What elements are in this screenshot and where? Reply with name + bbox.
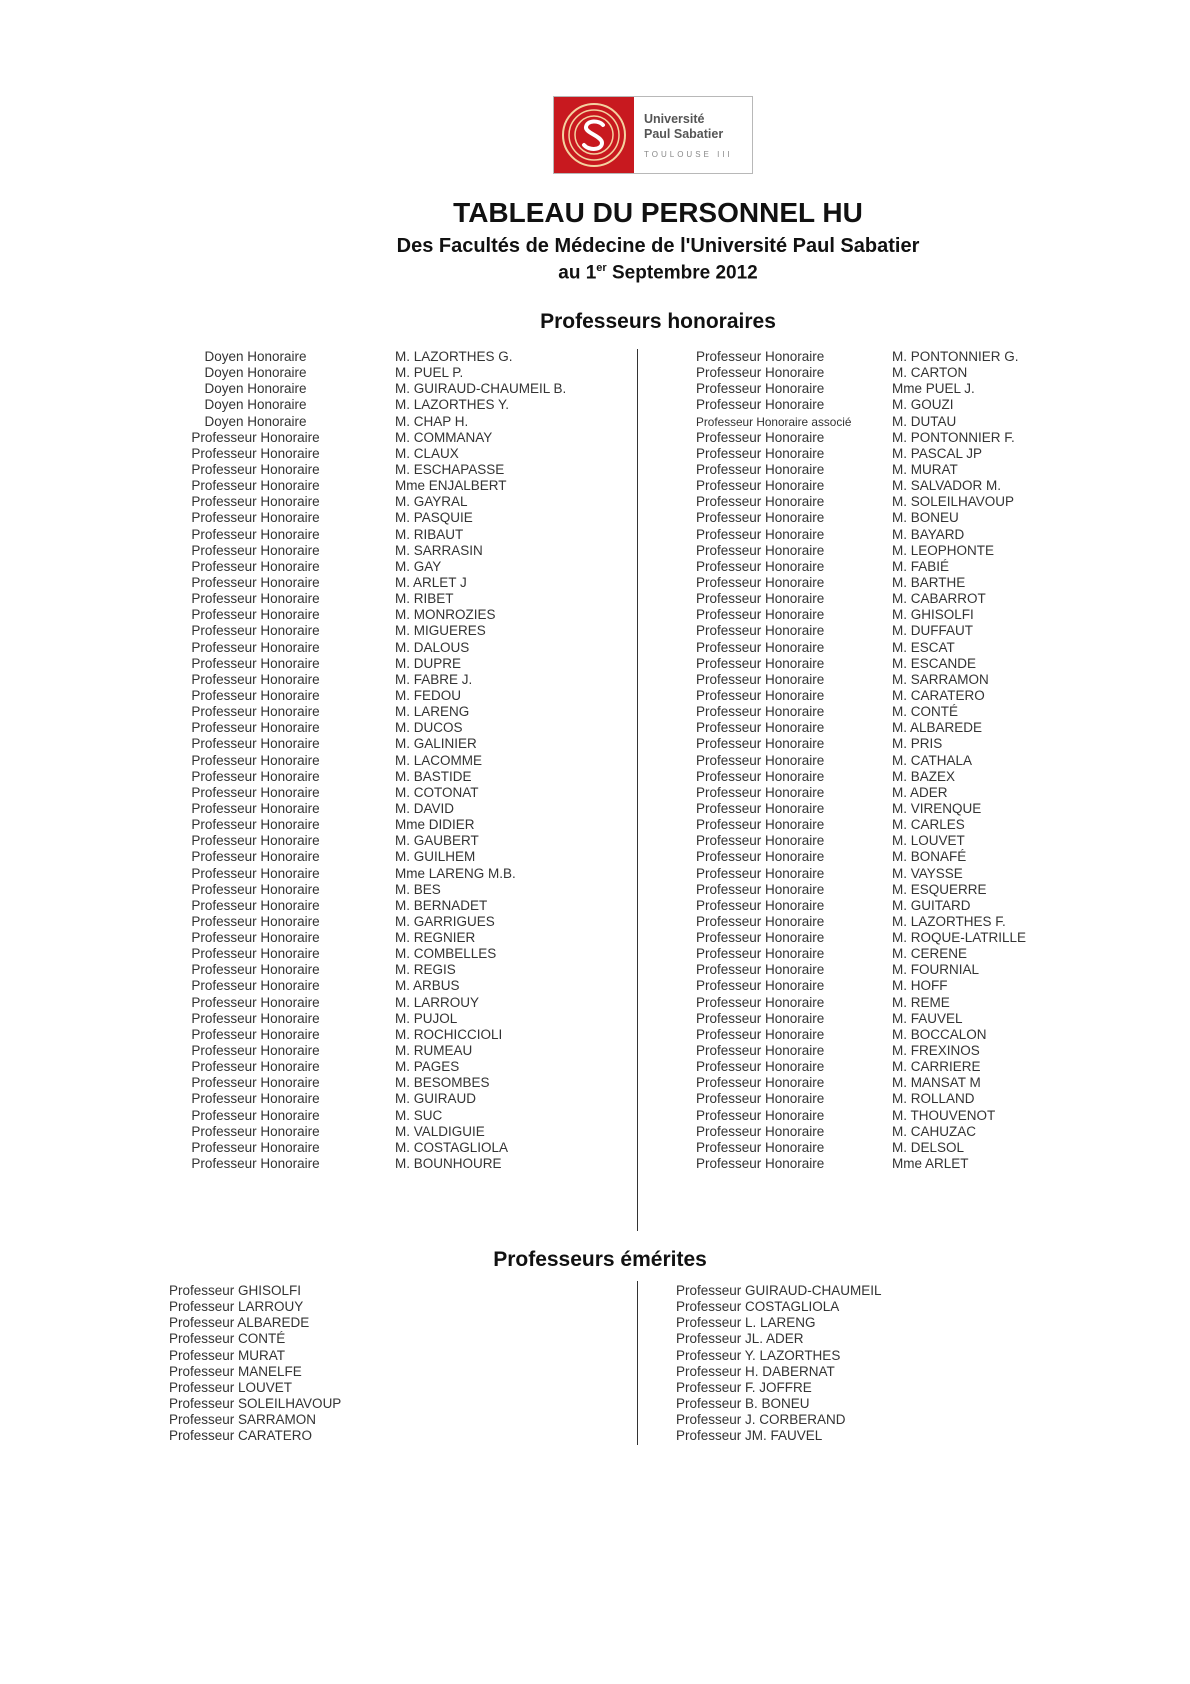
emeritus-name: Professeur JL. ADER <box>676 1331 804 1347</box>
person-title: Professeur Honoraire <box>191 1107 320 1123</box>
person-title: Professeur Honoraire <box>191 994 320 1010</box>
person-name: M. LARENG <box>395 704 470 720</box>
person-title: Professeur Honoraire <box>696 1026 825 1042</box>
person-title: Professeur Honoraire <box>191 978 320 994</box>
person-name: M. CAHUZAC <box>892 1123 976 1139</box>
person-title: Professeur Honoraire <box>696 526 825 542</box>
person-name: M. MONROZIES <box>395 607 496 623</box>
person-name: M. CATHALA <box>892 752 973 768</box>
person-name: M. ADER <box>892 784 948 800</box>
person-name: M. ESCANDE <box>892 655 977 671</box>
person-name: M. GUITARD <box>892 897 971 913</box>
person-title: Professeur Honoraire <box>696 639 825 655</box>
person-name: M. LAZORTHES F. <box>892 913 1006 929</box>
person-title: Professeur Honoraire <box>696 1107 825 1123</box>
emeritus-name: Professeur GHISOLFI <box>169 1283 302 1298</box>
person-title: Professeur Honoraire <box>191 542 320 558</box>
person-name: M. CERENE <box>892 946 968 962</box>
person-name: M. LEOPHONTE <box>892 542 995 558</box>
person-title: Doyen Honoraire <box>204 349 307 364</box>
person-name: M. DUTAU <box>892 413 957 429</box>
person-name: M. ESCAT <box>892 639 955 655</box>
person-name: M. HOFF <box>892 978 948 994</box>
person-name: M. LAZORTHES Y. <box>395 397 510 413</box>
honoraires-left-title-column <box>178 349 333 1172</box>
person-name: M. BESOMBES <box>395 1075 490 1091</box>
emeritus-name: Professeur MANELFE <box>169 1363 302 1379</box>
person-title: Professeur Honoraire <box>191 607 320 623</box>
person-name: M. PAGES <box>395 1059 460 1075</box>
person-title: Professeur Honoraire <box>191 671 320 687</box>
section-title-honoraires: Professeurs honoraires <box>540 310 776 333</box>
person-title: Professeur Honoraire <box>696 752 825 768</box>
person-name: M. GAY <box>395 558 442 574</box>
emerites-right-column <box>676 1283 882 1444</box>
emeritus-name: Professeur J. CORBERAND <box>676 1412 846 1428</box>
person-title: Professeur Honoraire <box>191 494 320 510</box>
person-title: Professeur Honoraire <box>696 784 825 800</box>
person-title: Doyen Honoraire <box>204 365 307 381</box>
date-prefix: au 1 <box>558 262 597 284</box>
person-title: Professeur Honoraire <box>191 429 320 445</box>
emeritus-name: Professeur ALBAREDE <box>169 1315 310 1331</box>
person-name: M. FEDOU <box>395 687 461 703</box>
person-title: Professeur Honoraire <box>191 1156 320 1172</box>
emeritus-name: Professeur L. LARENG <box>676 1315 816 1331</box>
person-title: Professeur Honoraire <box>696 671 825 687</box>
person-name: M. VIRENQUE <box>892 800 982 816</box>
person-name: M. BOCCALON <box>892 1026 987 1042</box>
person-name: M. SOLEILHAVOUP <box>892 494 1015 510</box>
emeritus-name: Professeur COSTAGLIOLA <box>676 1299 840 1315</box>
university-emblem-icon <box>554 97 634 173</box>
person-name: M. GALINIER <box>395 736 477 752</box>
person-title: Professeur Honoraire <box>696 655 825 671</box>
person-title: Doyen Honoraire <box>204 381 307 397</box>
person-title: Professeur Honoraire <box>191 510 320 526</box>
person-title: Professeur Honoraire <box>696 833 825 849</box>
person-name: M. GOUZI <box>892 397 954 413</box>
page-date <box>0 262 1190 284</box>
person-title: Professeur Honoraire <box>696 849 825 865</box>
person-title: Professeur Honoraire <box>191 655 320 671</box>
person-name: Mme PUEL J. <box>892 381 975 397</box>
logo-city-label: TOULOUSE III <box>644 149 733 159</box>
person-name: M. CONTÉ <box>892 704 958 720</box>
person-title: Professeur Honoraire <box>191 1059 320 1075</box>
person-title: Professeur Honoraire <box>696 623 825 639</box>
person-name: Mme DIDIER <box>395 817 475 833</box>
person-title: Professeur Honoraire <box>696 1123 825 1139</box>
person-title: Professeur Honoraire <box>696 1139 825 1155</box>
emeritus-name: Professeur F. JOFFRE <box>676 1379 812 1395</box>
person-name: M. PUEL P. <box>395 365 464 381</box>
person-title: Professeur Honoraire <box>696 1091 825 1107</box>
person-name: M. GAYRAL <box>395 494 468 510</box>
emeritus-name: Professeur LOUVET <box>169 1379 293 1395</box>
person-title: Professeur Honoraire <box>191 720 320 736</box>
person-name: Mme ARLET <box>892 1156 969 1172</box>
emeritus-name: Professeur B. BONEU <box>676 1395 810 1411</box>
person-title: Professeur Honoraire <box>696 865 825 881</box>
person-name: M. LOUVET <box>892 833 965 849</box>
section-title-emerites: Professeurs émérites <box>493 1248 707 1271</box>
person-title: Professeur Honoraire <box>696 494 825 510</box>
person-name: M. REME <box>892 994 950 1010</box>
person-name: M. COSTAGLIOLA <box>395 1139 509 1155</box>
honoraires-right-title-column <box>696 349 851 1172</box>
person-title: Professeur Honoraire <box>696 542 825 558</box>
person-name: M. PONTONNIER F. <box>892 429 1015 445</box>
person-title: Professeur Honoraire <box>191 623 320 639</box>
person-name: M. SUC <box>395 1107 443 1123</box>
person-name: M. PASQUIE <box>395 510 473 526</box>
person-title: Professeur Honoraire <box>696 1010 825 1026</box>
person-title: Professeur Honoraire <box>696 720 825 736</box>
person-name: M. GAUBERT <box>395 833 479 849</box>
person-name: M. SARRASIN <box>395 542 483 558</box>
person-title: Professeur Honoraire <box>696 365 825 381</box>
person-title: Professeur Honoraire <box>696 994 825 1010</box>
person-name: M. BOUNHOURE <box>395 1156 502 1172</box>
person-name: M. REGIS <box>395 962 456 978</box>
person-name: M. LARROUY <box>395 994 480 1010</box>
person-name: M. ESQUERRE <box>892 881 987 897</box>
person-title: Professeur Honoraire <box>696 800 825 816</box>
person-name: M. MURAT <box>892 461 958 477</box>
person-title: Professeur Honoraire <box>696 913 825 929</box>
person-name: M. COMMANAY <box>395 429 493 445</box>
person-name: M. CARTON <box>892 365 968 381</box>
person-name: M. FABIÉ <box>892 558 950 574</box>
person-name: M. VAYSSE <box>892 865 963 881</box>
person-name: M. CARRIERE <box>892 1059 981 1075</box>
emeritus-name: Professeur H. DABERNAT <box>676 1363 835 1379</box>
emeritus-name: Professeur Y. LAZORTHES <box>676 1347 841 1363</box>
emeritus-name: Professeur CARATERO <box>169 1428 313 1444</box>
person-name: M. CLAUX <box>395 445 459 461</box>
person-title: Professeur Honoraire <box>191 784 320 800</box>
column-divider <box>637 349 638 1231</box>
person-title: Professeur Honoraire <box>696 591 825 607</box>
person-title: Professeur Honoraire <box>191 558 320 574</box>
person-name: M. FOURNIAL <box>892 962 980 978</box>
person-title: Professeur Honoraire <box>191 881 320 897</box>
person-name: M. GUIRAUD <box>395 1091 476 1107</box>
person-name: M. DUPRE <box>395 655 462 671</box>
person-title: Professeur Honoraire <box>696 978 825 994</box>
person-name: M. LAZORTHES G. <box>395 349 513 364</box>
person-name: Mme ENJALBERT <box>395 478 507 494</box>
person-title: Professeur Honoraire <box>191 526 320 542</box>
person-title: Professeur Honoraire <box>696 962 825 978</box>
person-title: Professeur Honoraire <box>696 930 825 946</box>
person-title: Professeur Honoraire <box>696 897 825 913</box>
person-title: Professeur Honoraire <box>191 687 320 703</box>
person-title: Professeur Honoraire <box>696 736 825 752</box>
person-name: M. CARLES <box>892 817 965 833</box>
person-title: Professeur Honoraire <box>696 381 825 397</box>
person-name: M. FABRE J. <box>395 671 473 687</box>
person-title: Professeur Honoraire <box>696 397 825 413</box>
person-name: M. DALOUS <box>395 639 470 655</box>
person-name: M. PRIS <box>892 736 943 752</box>
emeritus-name: Professeur SOLEILHAVOUP <box>169 1395 342 1411</box>
person-name: M. GUILHEM <box>395 849 476 865</box>
person-title: Professeur Honoraire <box>696 1075 825 1091</box>
person-name: M. BAYARD <box>892 526 965 542</box>
person-title: Professeur Honoraire <box>191 1026 320 1042</box>
person-name: M. GUIRAUD-CHAUMEIL B. <box>395 381 567 397</box>
person-title: Professeur Honoraire <box>191 736 320 752</box>
person-name: M. CHAP H. <box>395 413 469 429</box>
person-title: Professeur Honoraire <box>696 881 825 897</box>
person-title: Professeur Honoraire <box>191 930 320 946</box>
honoraires-right-name-column <box>892 349 1026 1172</box>
honoraires-left-name-column <box>395 349 566 1172</box>
person-name: M. DUFFAUT <box>892 623 973 639</box>
person-title: Professeur Honoraire <box>191 591 320 607</box>
person-name: M. VALDIGUIE <box>395 1123 485 1139</box>
person-title: Professeur Honoraire <box>191 962 320 978</box>
emeritus-name: Professeur LARROUY <box>169 1299 304 1315</box>
page-title: TABLEAU DU PERSONNEL HU <box>453 197 863 228</box>
person-name: M. BASTIDE <box>395 768 472 784</box>
date-superscript: er <box>596 262 607 274</box>
person-name: M. REGNIER <box>395 930 476 946</box>
person-title: Professeur Honoraire <box>191 461 320 477</box>
person-title: Professeur Honoraire <box>191 1139 320 1155</box>
person-name: M. CARATERO <box>892 687 985 703</box>
person-name: M. ROLLAND <box>892 1091 975 1107</box>
person-name: M. DAVID <box>395 800 455 816</box>
person-title: Professeur Honoraire <box>191 478 320 494</box>
person-name: M. FAUVEL <box>892 1010 963 1026</box>
person-name: M. ARBUS <box>395 978 460 994</box>
person-name: M. RIBAUT <box>395 526 464 542</box>
emeritus-name: Professeur JM. FAUVEL <box>676 1428 823 1444</box>
person-name: M. THOUVENOT <box>892 1107 996 1123</box>
person-name: M. BERNADET <box>395 897 488 913</box>
person-title: Professeur Honoraire <box>191 445 320 461</box>
person-title: Professeur Honoraire <box>696 946 825 962</box>
person-title: Professeur Honoraire <box>696 704 825 720</box>
logo-name-label: Paul Sabatier <box>644 126 724 141</box>
person-title: Professeur Honoraire <box>191 639 320 655</box>
person-title: Professeur Honoraire <box>696 429 825 445</box>
person-name: Mme LARENG M.B. <box>395 865 516 881</box>
person-name: M. MANSAT M <box>892 1075 981 1091</box>
emeritus-name: Professeur SARRAMON <box>169 1412 317 1428</box>
person-name: M. PASCAL JP <box>892 445 983 461</box>
person-title: Professeur Honoraire <box>696 478 825 494</box>
person-title: Professeur Honoraire <box>696 558 825 574</box>
person-name: M. MIGUERES <box>395 623 486 639</box>
person-title: Professeur Honoraire <box>696 1043 825 1059</box>
person-title: Professeur Honoraire <box>191 946 320 962</box>
person-title: Professeur Honoraire <box>696 1059 825 1075</box>
person-name: M. ESCHAPASSE <box>395 461 505 477</box>
person-title: Professeur Honoraire <box>696 445 825 461</box>
person-title: Professeur Honoraire <box>191 574 320 590</box>
person-title: Professeur Honoraire <box>191 1123 320 1139</box>
person-name: M. PONTONNIER G. <box>892 349 1019 364</box>
person-title: Professeur Honoraire <box>191 768 320 784</box>
person-title: Professeur Honoraire <box>696 687 825 703</box>
person-title: Professeur Honoraire <box>191 849 320 865</box>
person-name: M. BAZEX <box>892 768 956 784</box>
emerites-left-column <box>169 1283 341 1444</box>
person-title: Professeur Honoraire <box>696 349 825 364</box>
person-title: Professeur Honoraire associé <box>696 414 852 429</box>
person-name: M. DELSOL <box>892 1139 965 1155</box>
person-name: M. COMBELLES <box>395 946 497 962</box>
person-title: Professeur Honoraire <box>191 1075 320 1091</box>
person-title: Professeur Honoraire <box>191 897 320 913</box>
person-title: Professeur Honoraire <box>191 1043 320 1059</box>
person-title: Professeur Honoraire <box>696 607 825 623</box>
logo-text <box>634 97 752 173</box>
person-title: Professeur Honoraire <box>696 461 825 477</box>
emeritus-name: Professeur MURAT <box>169 1347 286 1363</box>
emeritus-name: Professeur CONTÉ <box>169 1331 286 1347</box>
person-title: Professeur Honoraire <box>191 913 320 929</box>
person-name: M. ROQUE-LATRILLE <box>892 930 1027 946</box>
person-name: M. BES <box>395 881 441 897</box>
person-title: Professeur Honoraire <box>696 574 825 590</box>
person-title: Professeur Honoraire <box>191 865 320 881</box>
person-name: M. PUJOL <box>395 1010 458 1026</box>
university-logo <box>553 96 753 174</box>
person-title: Professeur Honoraire <box>191 833 320 849</box>
person-title: Professeur Honoraire <box>191 1091 320 1107</box>
page-subtitle: Des Facultés de Médecine de l'Université Paul Sabatier <box>396 235 920 257</box>
column-divider <box>637 1281 638 1445</box>
person-title: Doyen Honoraire <box>204 397 307 413</box>
person-title: Doyen Honoraire <box>204 413 307 429</box>
person-title: Professeur Honoraire <box>191 752 320 768</box>
person-name: M. FREXINOS <box>892 1043 980 1059</box>
person-name: M. DUCOS <box>395 720 463 736</box>
person-title: Professeur Honoraire <box>696 510 825 526</box>
person-name: M. GHISOLFI <box>892 607 974 623</box>
person-name: M. ALBAREDE <box>892 720 983 736</box>
person-title: Professeur Honoraire <box>191 800 320 816</box>
person-title: Professeur Honoraire <box>696 817 825 833</box>
person-name: M. ARLET J <box>395 574 467 590</box>
person-name: M. RUMEAU <box>395 1043 473 1059</box>
person-name: M. BARTHE <box>892 574 966 590</box>
person-title: Professeur Honoraire <box>191 1010 320 1026</box>
person-title: Professeur Honoraire <box>696 1156 825 1172</box>
person-title: Professeur Honoraire <box>191 817 320 833</box>
person-name: M. BONEU <box>892 510 959 526</box>
person-name: M. SARRAMON <box>892 671 989 687</box>
person-name: M. SALVADOR M. <box>892 478 1002 494</box>
person-name: M. RIBET <box>395 591 454 607</box>
person-name: M. COTONAT <box>395 784 479 800</box>
person-name: M. LACOMME <box>395 752 483 768</box>
date-suffix: Septembre 2012 <box>606 262 758 284</box>
person-title: Professeur Honoraire <box>696 768 825 784</box>
person-name: M. ROCHICCIOLI <box>395 1026 503 1042</box>
person-name: M. CABARROT <box>892 591 986 607</box>
person-name: M. GARRIGUES <box>395 913 495 929</box>
logo-university-label: Université <box>644 111 705 126</box>
person-name: M. BONAFÉ <box>892 849 967 865</box>
person-title: Professeur Honoraire <box>191 704 320 720</box>
emeritus-name: Professeur GUIRAUD-CHAUMEIL <box>676 1283 882 1298</box>
